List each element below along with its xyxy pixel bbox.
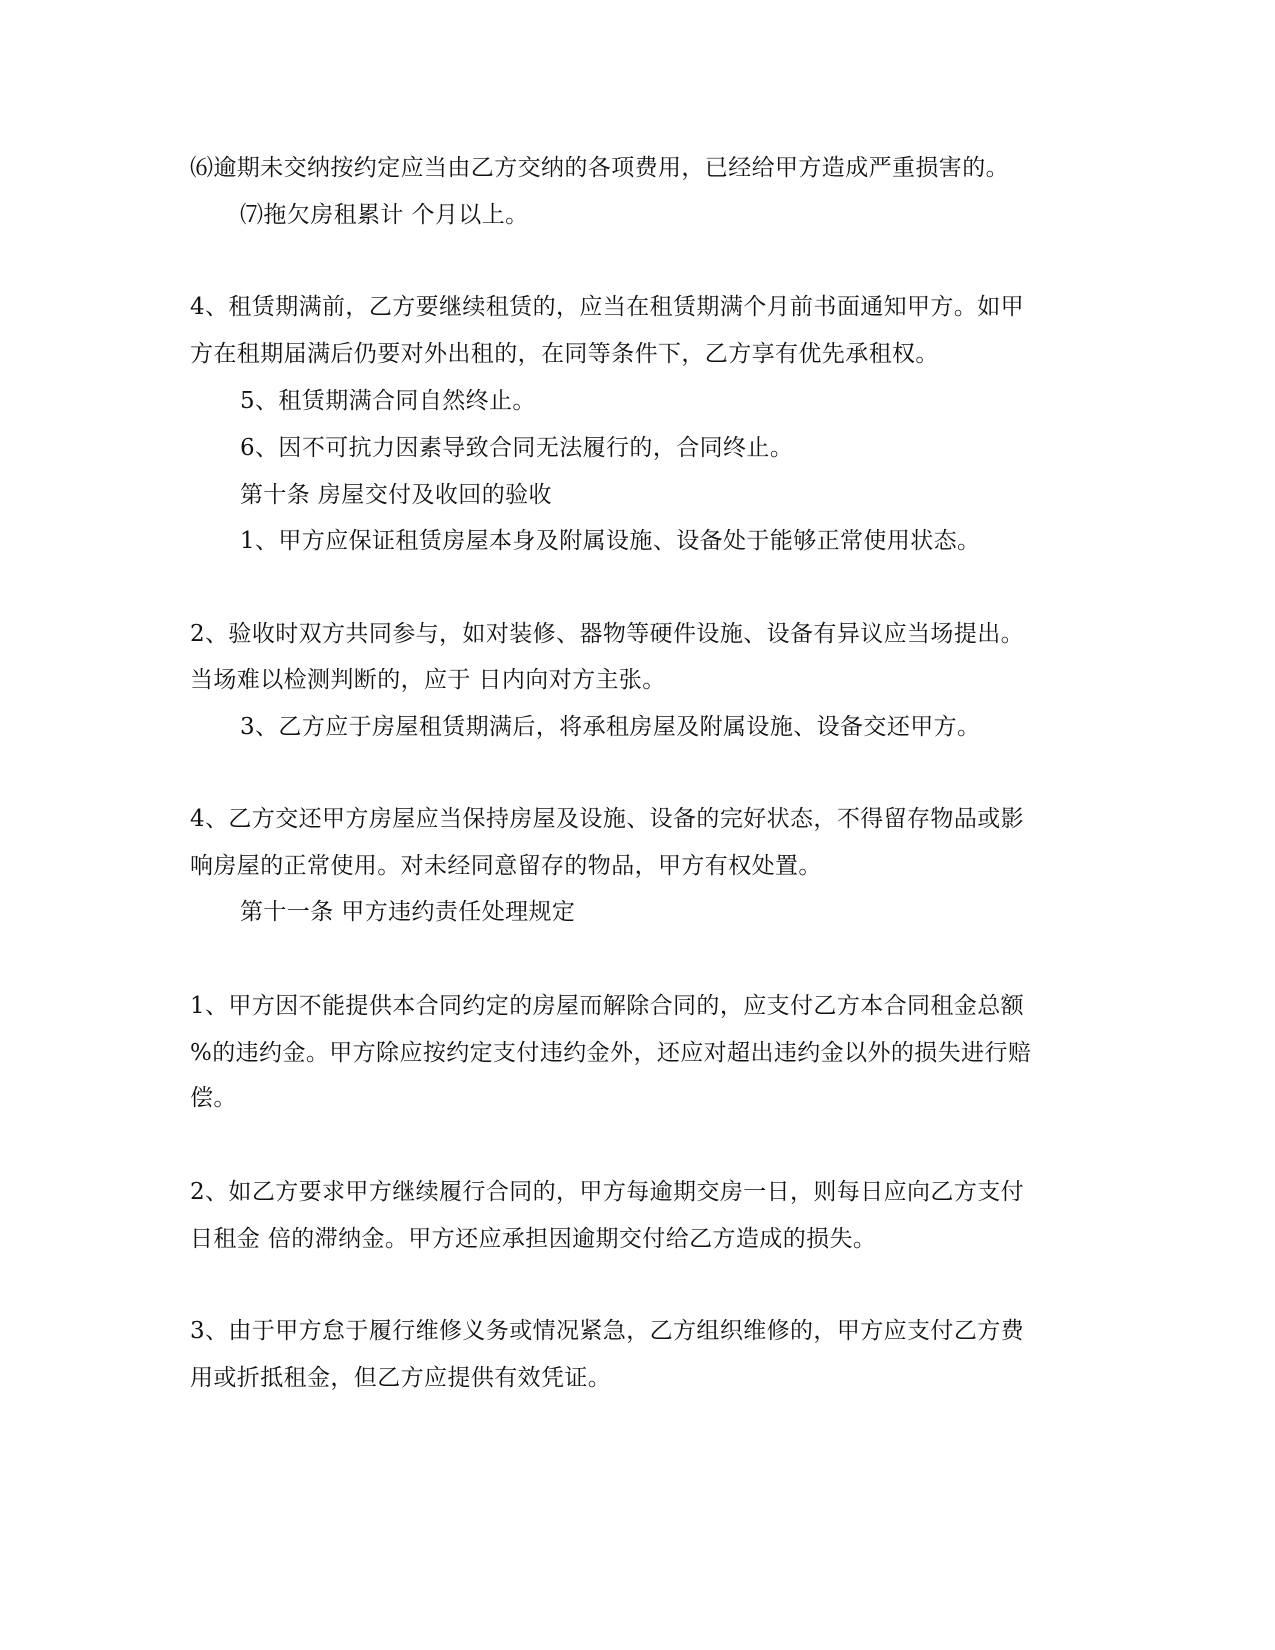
- text-line: 3、乙方应于房屋租赁期满后，将承租房屋及附属设施、设备交还甲方。: [240, 714, 981, 740]
- text-line: 6、因不可抗力因素导致合同无法履行的，合同终止。: [240, 435, 794, 461]
- text-line: 响房屋的正常使用。对未经同意留存的物品，甲方有权处置。: [190, 853, 822, 879]
- text-line: 2、验收时双方共同参与，如对装修、器物等硬件设施、设备有异议应当场提出。: [190, 621, 1025, 647]
- text-line: 当场难以检测判断的，应于 日内向对方主张。: [190, 667, 666, 693]
- text-line: 偿。: [190, 1085, 237, 1111]
- text-line: 2、如乙方要求甲方继续履行合同的，甲方每逾期交房一日，则每日应向乙方支付: [190, 1179, 1025, 1205]
- text-line: 方在租期届满后仍要对外出租的，在同等条件下，乙方享有优先承租权。: [190, 341, 939, 367]
- text-line: 4、乙方交还甲方房屋应当保持房屋及设施、设备的完好状态，不得留存物品或影: [190, 806, 1025, 832]
- text-line: ⑺拖欠房租累计 个月以上。: [240, 202, 529, 228]
- text-line: 3、由于甲方怠于履行维修义务或情况紧急，乙方组织维修的，甲方应支付乙方费: [190, 1318, 1025, 1344]
- text-line: ⑹逾期未交纳按约定应当由乙方交纳的各项费用，已经给甲方造成严重损害的。: [190, 155, 1009, 181]
- text-line: 1、甲方应保证租赁房屋本身及附属设施、设备处于能够正常使用状态。: [240, 528, 981, 554]
- text-line: 日租金 倍的滞纳金。甲方还应承担因逾期交付给乙方造成的损失。: [190, 1226, 877, 1252]
- text-line: %的违约金。甲方除应按约定支付违约金外，还应对超出违约金以外的损失进行赔: [190, 1040, 1032, 1066]
- text-line: 1、甲方因不能提供本合同约定的房屋而解除合同的，应支付乙方本合同租金总额: [190, 993, 1025, 1019]
- text-line: 4、租赁期满前，乙方要继续租赁的，应当在租赁期满个月前书面通知甲方。如甲: [190, 294, 1025, 320]
- text-line: 5、租赁期满合同自然终止。: [240, 388, 536, 414]
- section-heading: 第十条 房屋交付及收回的验收: [240, 482, 552, 508]
- section-heading: 第十一条 甲方违约责任处理规定: [240, 899, 576, 925]
- text-line: 用或折抵租金，但乙方应提供有效凭证。: [190, 1365, 612, 1391]
